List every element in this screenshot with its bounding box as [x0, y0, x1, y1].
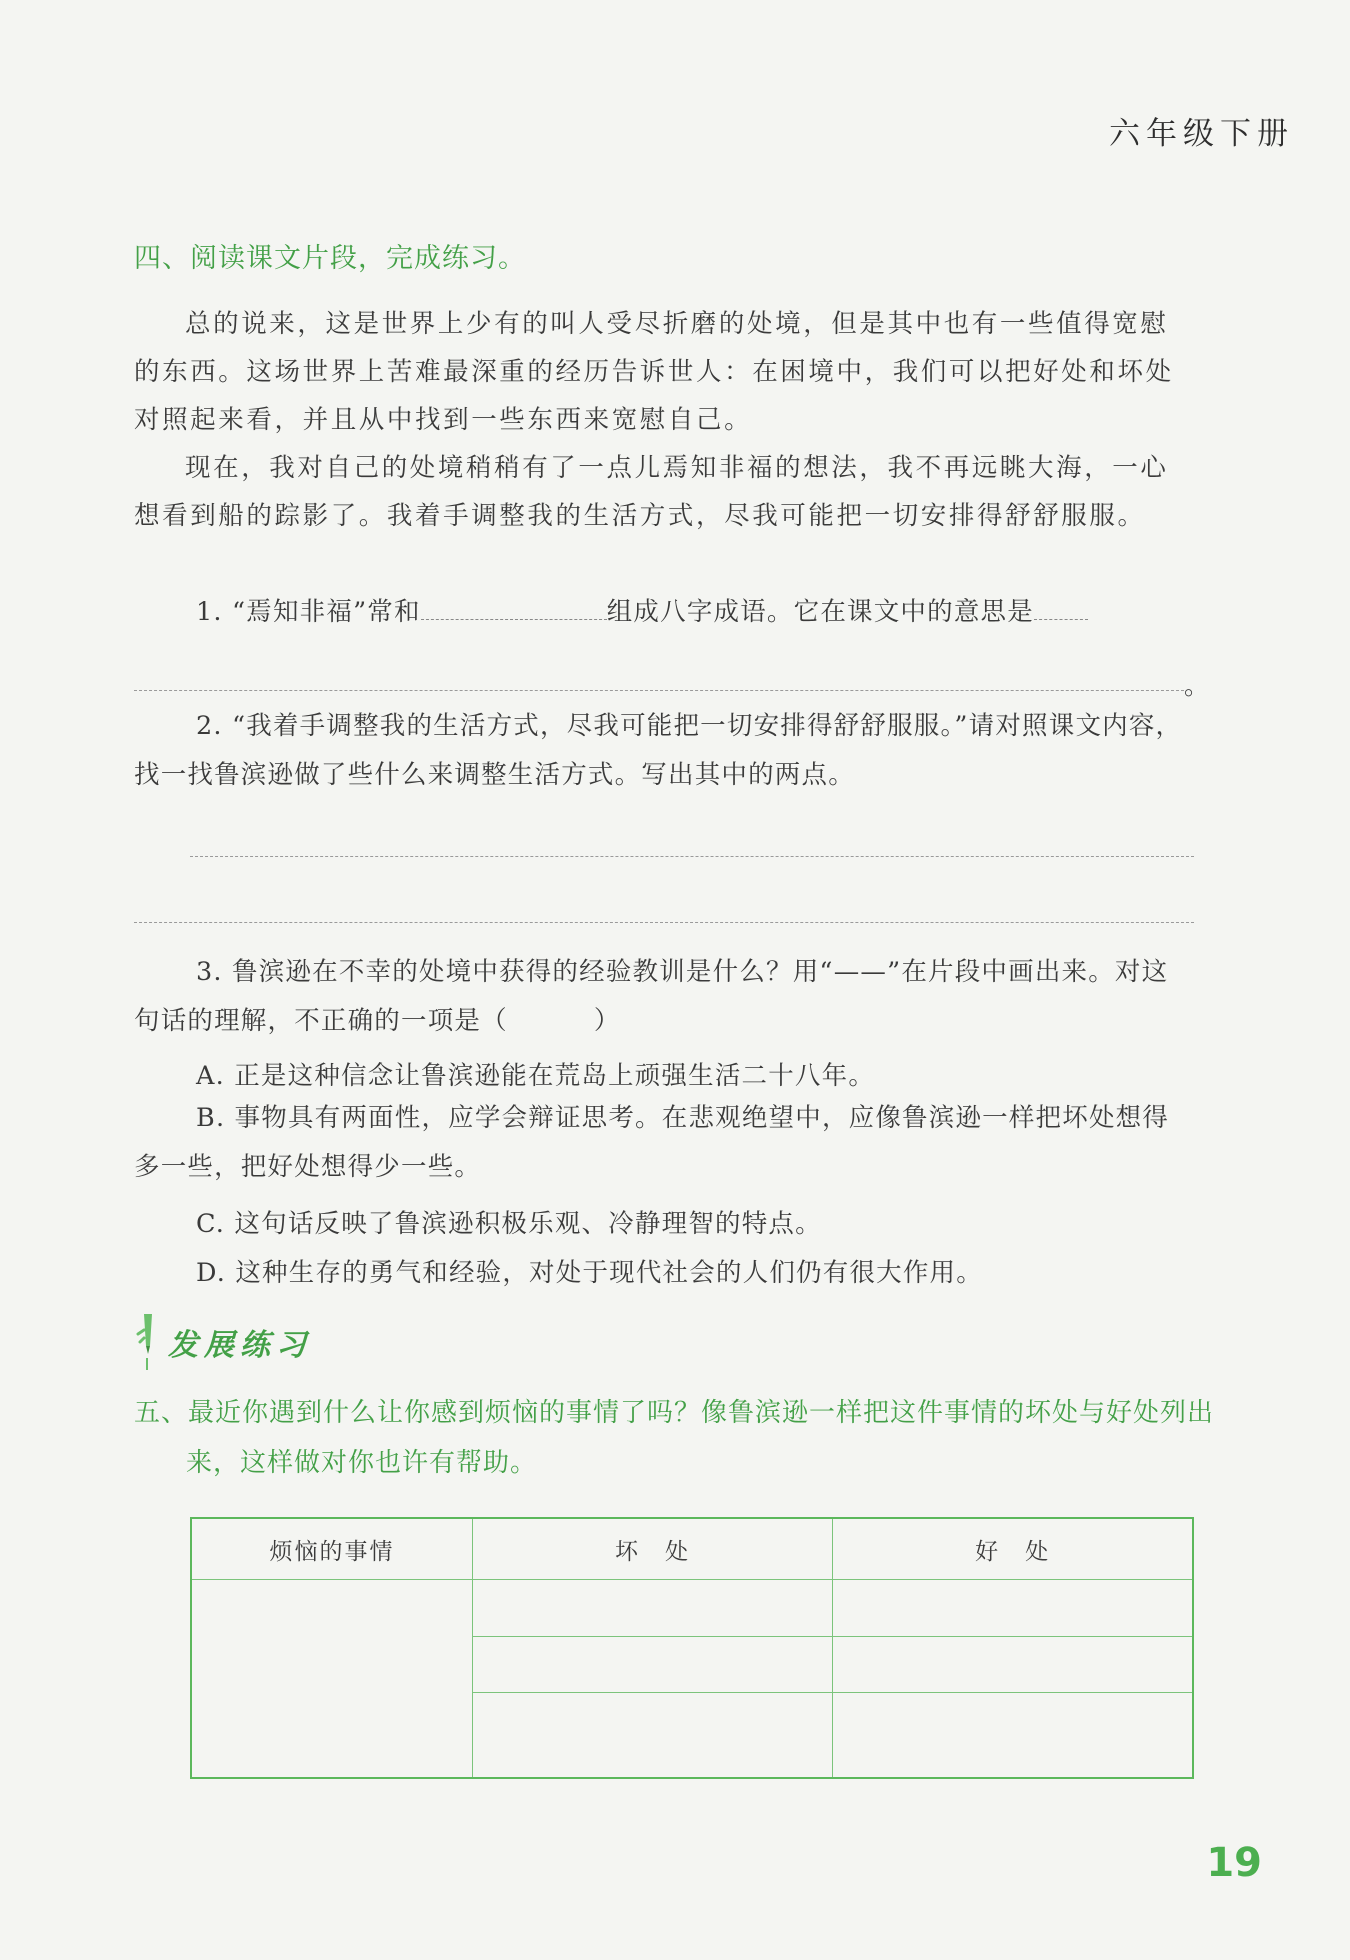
- development-heading: [132, 1312, 432, 1372]
- table-row: [191, 1580, 1193, 1637]
- header-worry: 烦恼的事情: [191, 1518, 472, 1580]
- q1-idiom-blank[interactable]: [421, 591, 607, 620]
- passage-paragraph-1: 总的说来，这是世界上少有的叫人受尽折磨的处境，但是其中也有一些值得宽慰的东西。这场世界上苦难最深重的经历告诉世人：在困境中，我们可以把好处和坏处对照起来看，并且从中找到一些东西来宽慰自己。: [134, 309, 1174, 435]
- passage-paragraph-2: 现在，我对自己的处境稍稍有了一点儿焉知非福的想法，我不再远眺大海，一心想看到船的踪影了。我着手调整我的生活方式，尽我可能把一切安排得舒舒服服。: [134, 453, 1169, 531]
- worry-table-header: [191, 1518, 1193, 1580]
- pencil-icon: [134, 1312, 160, 1372]
- question-2: 2. “我着手调整我的生活方式，尽我可能把一切安排得舒舒服服。”请对照课文内容，找一找鲁滨逊做了些什么来调整生活方式。写出其中的两点。: [134, 711, 1183, 790]
- page-number: 19: [1206, 1840, 1262, 1886]
- q3-option-d: D. 这种生存的勇气和经验，对处于现代社会的人们仍有很大作用。: [196, 1258, 983, 1288]
- question-3: [134, 948, 1194, 1046]
- q3-option-c: C. 这句话反映了鲁滨逊积极乐观、冷静理智的特点。: [196, 1209, 822, 1239]
- header-downside: 坏 处: [472, 1518, 832, 1580]
- downside-cell[interactable]: [472, 1580, 832, 1637]
- section5-prompt: 五、最近你遇到什么让你感到烦恼的事情了吗？像鲁滨逊一样把这件事情的坏处与好处列出来，这样做对你也许有帮助。: [134, 1398, 1215, 1478]
- question-3-underline-mark: ——: [833, 957, 888, 987]
- upside-cell[interactable]: [833, 1636, 1193, 1693]
- question-1-text-a: 1. “焉知非福”常和: [196, 597, 421, 627]
- worry-table: [190, 1517, 1194, 1779]
- question-1-text-b: 组成八字成语。它在课文中的意思是: [606, 597, 1034, 627]
- downside-cell[interactable]: [472, 1636, 832, 1693]
- q1-meaning-answer-line[interactable]: [134, 690, 1184, 691]
- q2-answer-line-1[interactable]: [190, 856, 1194, 857]
- grade-label: 六年级下册: [1109, 116, 1294, 152]
- section4-title: 四、阅读课文片段，完成练习。: [134, 243, 526, 274]
- upside-cell[interactable]: [833, 1693, 1193, 1778]
- development-title: 发展练习: [168, 1328, 312, 1363]
- question-3-close: ）: [593, 1006, 621, 1036]
- q3-option-a: A. 正是这种信念让鲁滨逊能在荒岛上顽强生活二十八年。: [196, 1061, 876, 1091]
- downside-cell[interactable]: [472, 1693, 832, 1778]
- question-1: [134, 588, 1194, 637]
- q2-answer-line-2[interactable]: [134, 922, 1194, 923]
- question-3-text-a: 3. 鲁滨逊在不幸的处境中获得的经验教训是什么？用“: [196, 957, 834, 987]
- q1-period: 。: [1184, 671, 1210, 700]
- header-upside: 好 处: [833, 1518, 1193, 1580]
- q1-meaning-blank-start[interactable]: [1034, 591, 1088, 620]
- upside-cell[interactable]: [833, 1580, 1193, 1637]
- worry-cell[interactable]: [191, 1580, 472, 1779]
- q3-option-b: B. 事物具有两面性，应学会辩证思考。在悲观绝望中，应像鲁滨逊一样把坏处想得多一些，把好处想得少一些。: [134, 1103, 1170, 1182]
- question-3-text-b: ”在片段中画出来。对这句话的理解，不正确的一项是（: [134, 957, 1169, 1036]
